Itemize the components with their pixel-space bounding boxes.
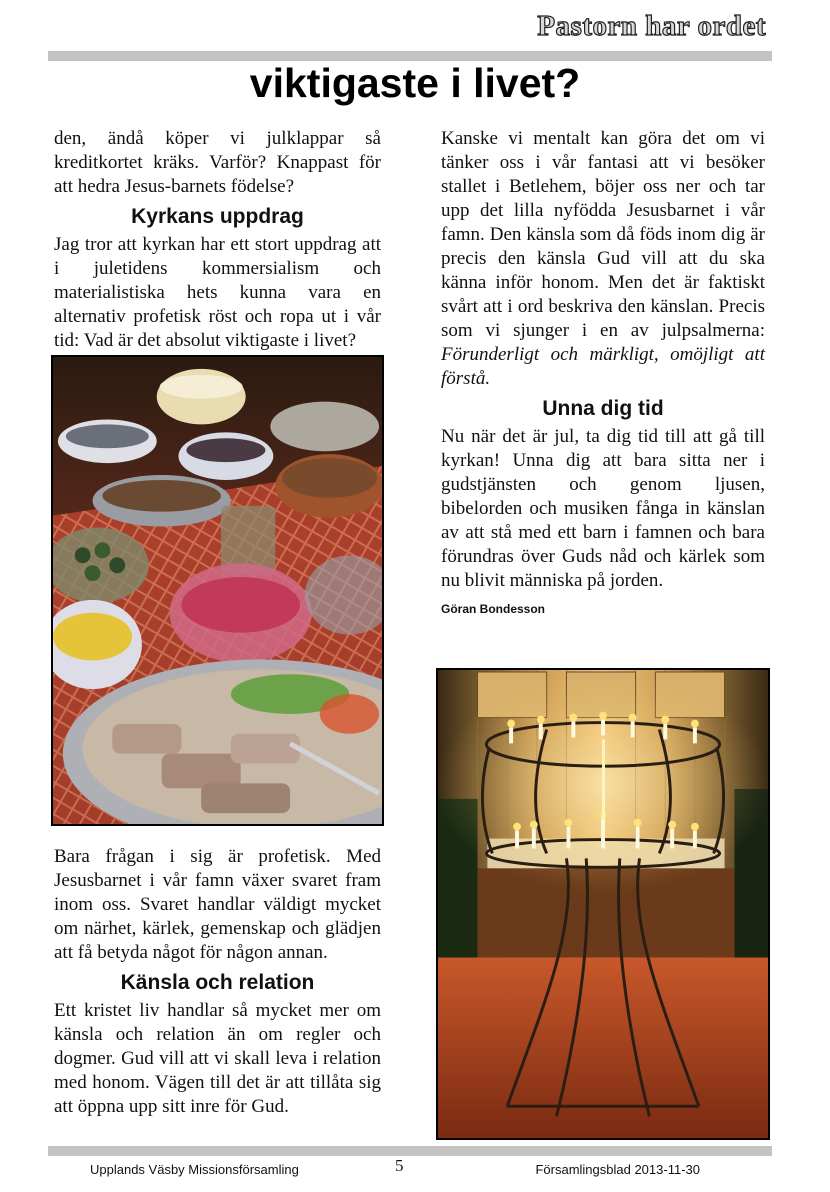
subheading-kyrkans-uppdrag: Kyrkans uppdrag [131, 205, 304, 228]
left-column-bottom [54, 845, 381, 1119]
paragraph: Ett kristet liv handlar så mycket mer om känsla och relation än om regler och dogmer. Gud vill att vi skall leva i relation med honom. Vägen till det är att tillåta sig att öppna upp sitt inre för Gud. [54, 1000, 381, 1117]
bottom-divider [48, 1146, 772, 1156]
footer-publication-date: Församlingsblad 2013-11-30 [535, 1162, 700, 1177]
left-column-top [54, 127, 381, 353]
paragraph [441, 127, 765, 391]
photo-candle-holder [436, 668, 770, 1140]
headline: viktigaste i livet? [249, 60, 581, 106]
photo-christmas-food-table [51, 355, 384, 826]
subheading-unna-dig-tid: Unna dig tid [542, 397, 664, 420]
page-number: 5 [395, 1156, 404, 1175]
paragraph: Nu när det är jul, ta dig tid till att gå till kyrkan! Unna dig att bara sitta ner i gudstjänsten och genom ljusen, bibelorden och musiken fånga in känslan av att stå med ett barn i famnen och bara förundras över Guds nåd och kärlek som nu blivit människa på jorden. [441, 426, 765, 591]
paragraph: den, ändå köper vi julklappar så kreditkortet kräks. Varför? Knappast för att hedra Jesus-barnets födelse? [54, 128, 381, 197]
paragraph-text: Kanske vi mentalt kan göra det om vi tänker oss i vår fantasi att vi besöker stallet i Betlehem, böjer oss ner och tar upp det lilla nyfödda Jesusbarnet i vår famn. Den känsla som då föds inom dig är precis den känsla Gud vill att du ska känna inför honom. Men det är faktiskt svårt att i ord beskriva den känslan. Precis som vi sjunger i en av julpsalmerna: [441, 128, 765, 341]
right-column [441, 127, 765, 621]
hymn-quote: Förunderligt och märkligt, omöjligt att förstå. [441, 344, 765, 389]
subheading-kansla-och-relation: Känsla och relation [120, 971, 315, 994]
author-signature: Göran Bondesson [441, 602, 546, 616]
footer-organization: Upplands Väsby Missionsförsamling [90, 1162, 299, 1177]
section-label: Pastorn har ordet [537, 10, 766, 42]
paragraph: Jag tror att kyrkan har ett stort uppdrag att i juletidens kommersialism och materialistiska hets kunna vara en alternativ profetisk röst och ropa ut i vår tid: Vad är det absolut viktigaste i livet? [54, 234, 381, 351]
paragraph: Bara frågan i sig är profetisk. Med Jesusbarnet i vår famn växer svaret fram inom oss. Svaret handlar väldigt mycket om närhet, kärlek, gemenskap och glädjen att få betyda något för någon annan. [54, 846, 381, 963]
